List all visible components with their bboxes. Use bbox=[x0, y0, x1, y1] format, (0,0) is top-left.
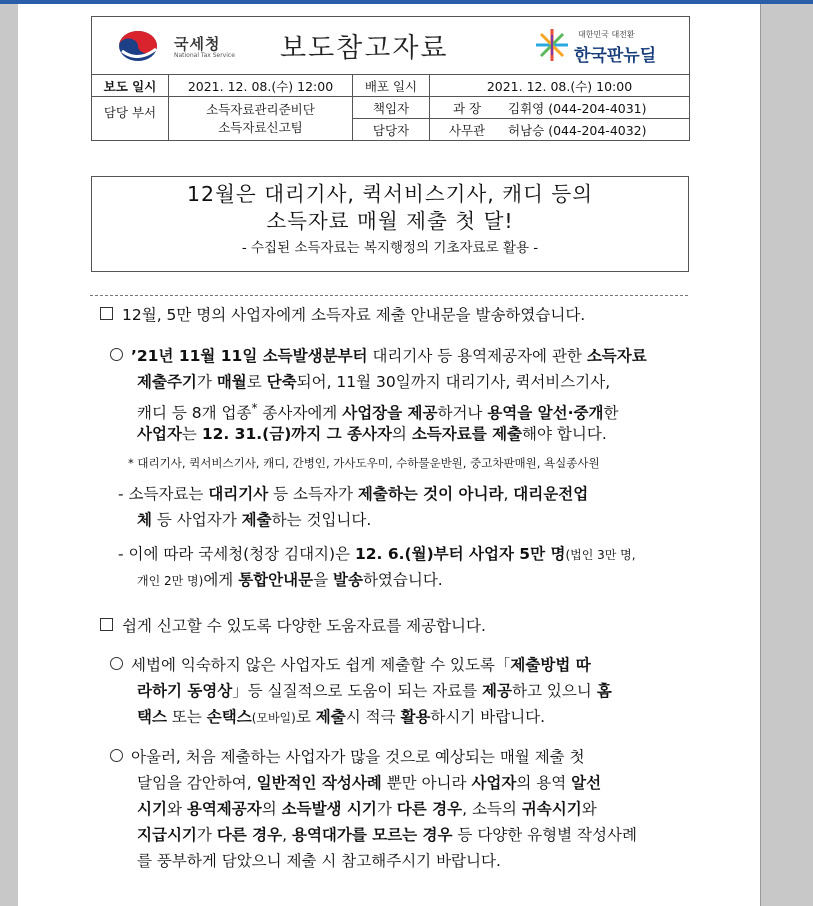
section-1-dash-2-line-2: 개인 2만 명)에게 통합안내문을 발송하였습니다. bbox=[137, 571, 443, 589]
staff-label: 담당자 bbox=[353, 119, 430, 141]
release-info-table bbox=[91, 74, 690, 141]
section-1-dash-1-line-2: 체 등 사업자가 제출하는 것입니다. bbox=[137, 511, 372, 529]
section-1-para-1-line-1: ’21년 11월 11일 소득발생분부터 대리기사 등 용역제공자에 관한 소득자료 bbox=[110, 343, 647, 369]
checkbox-square-icon bbox=[100, 307, 113, 320]
section-divider bbox=[90, 295, 688, 296]
checkbox-square-icon bbox=[100, 618, 113, 631]
responsible-contact: 김휘영 (044-204-4031) bbox=[504, 97, 690, 119]
section-1-para-1-line-2: 제출주기가 매월로 단축되어, 11월 30일까지 대리기사, 퀵서비스기사, bbox=[137, 373, 611, 391]
page-shadow-edge bbox=[760, 4, 761, 906]
section-2-para-1-line-1: 세법에 익숙하지 않은 사업자도 쉽게 제출할 수 있도록「제출방법 따 bbox=[110, 652, 591, 678]
staff-role: 사무관 bbox=[430, 119, 505, 141]
agency-name-en: National Tax Service bbox=[174, 52, 235, 59]
taegeuk-icon bbox=[116, 29, 166, 63]
section-1-para-1-line-3: 캐디 등 8개 업종* 종사자에게 사업장을 제공하거나 용역을 알선·중개한 bbox=[137, 401, 619, 423]
responsible-role: 과 장 bbox=[430, 97, 505, 119]
report-time-value: 2021. 12. 08.(수) 12:00 bbox=[169, 75, 353, 97]
nts-logo bbox=[116, 29, 256, 63]
agency-name: 국세청 bbox=[174, 35, 221, 53]
brand-big-text: 한국판뉴딜 bbox=[574, 46, 657, 66]
section-1-para-1-line-4: 사업자는 12. 31.(금)까지 그 종사자의 소득자료를 제출해야 합니다. bbox=[137, 425, 607, 443]
brand-small-text: 대한민국 대전환 bbox=[578, 30, 635, 39]
section-2-para-1-line-3: 택스 또는 손택스(모바일)로 제출시 적극 활용하시기 바랍니다. bbox=[137, 708, 546, 726]
new-deal-star-icon bbox=[532, 25, 572, 65]
distribution-time-label: 배포 일시 bbox=[353, 75, 430, 97]
bullet-circle-icon bbox=[110, 348, 123, 361]
section-2-para-2-line-1: 아울러, 처음 제출하는 사업자가 많을 것으로 예상되는 매월 제출 첫 bbox=[110, 744, 585, 770]
department-line-2: 소득자료신고팀 bbox=[218, 119, 303, 135]
department-value bbox=[169, 97, 353, 141]
bullet-circle-icon bbox=[110, 749, 123, 762]
section-1-dash-1-line-1: - 소득자료는 대리기사 등 소득자가 제출하는 것이 아니라, 대리운전업 bbox=[118, 485, 589, 503]
headline-line-2: 소득자료 매월 제출 첫 달! bbox=[266, 209, 514, 233]
section-1-dash-2-line-1: - 이에 따라 국세청(청장 김대지)은 12. 6.(월)부터 사업자 5만 명(법인 3만 명, bbox=[118, 545, 636, 563]
section-2-para-2-line-5: 를 풍부하게 담았으니 제출 시 참고해주시기 바랍니다. bbox=[137, 852, 501, 870]
headline-box bbox=[91, 176, 689, 272]
section-1-heading: 12월, 5만 명의 사업자에게 소득자료 제출 안내문을 발송하였습니다. bbox=[100, 302, 585, 328]
section-2-para-2-line-3: 시기와 용역제공자의 소득발생 시기가 다른 경우, 소득의 귀속시기와 bbox=[137, 800, 597, 818]
document-header bbox=[91, 16, 690, 75]
responsible-label: 책임자 bbox=[353, 97, 430, 119]
section-1-footnote: * 대리기사, 퀵서비스기사, 캐디, 간병인, 가사도우미, 수하물운반원, 중고차판매원, 욕실종사원 bbox=[128, 456, 600, 470]
distribution-time-value: 2021. 12. 08.(수) 10:00 bbox=[430, 75, 690, 97]
staff-contact: 허남승 (044-204-4032) bbox=[504, 119, 690, 141]
headline-subtitle: - 수집된 소득자료는 복지행정의 기초자료로 활용 - bbox=[241, 240, 539, 256]
report-time-label: 보도 일시 bbox=[92, 75, 169, 97]
document-page bbox=[18, 4, 760, 906]
headline-line-1: 12월은 대리기사, 퀵서비스기사, 캐디 등의 bbox=[186, 182, 594, 206]
section-2-para-1-line-2: 라하기 동영상」등 실질적으로 도움이 되는 자료를 제공하고 있으니 홈 bbox=[137, 682, 612, 700]
department-label: 담당 부서 bbox=[92, 97, 169, 141]
bullet-circle-icon bbox=[110, 657, 123, 670]
department-line-1: 소득자료관리준비단 bbox=[206, 101, 315, 117]
section-2-heading: 쉽게 신고할 수 있도록 다양한 도움자료를 제공합니다. bbox=[100, 613, 486, 639]
section-2-para-2-line-4: 지급시기가 다른 경우, 용역대가를 모르는 경우 등 다양한 유형별 작성사례 bbox=[137, 826, 637, 844]
document-type-title: 보도참고자료 bbox=[280, 33, 449, 64]
section-2-para-2-line-2: 달임을 감안하여, 일반적인 작성사례 뿐만 아니라 사업자의 용역 알선 bbox=[137, 774, 602, 792]
korean-new-deal-logo bbox=[532, 25, 682, 69]
